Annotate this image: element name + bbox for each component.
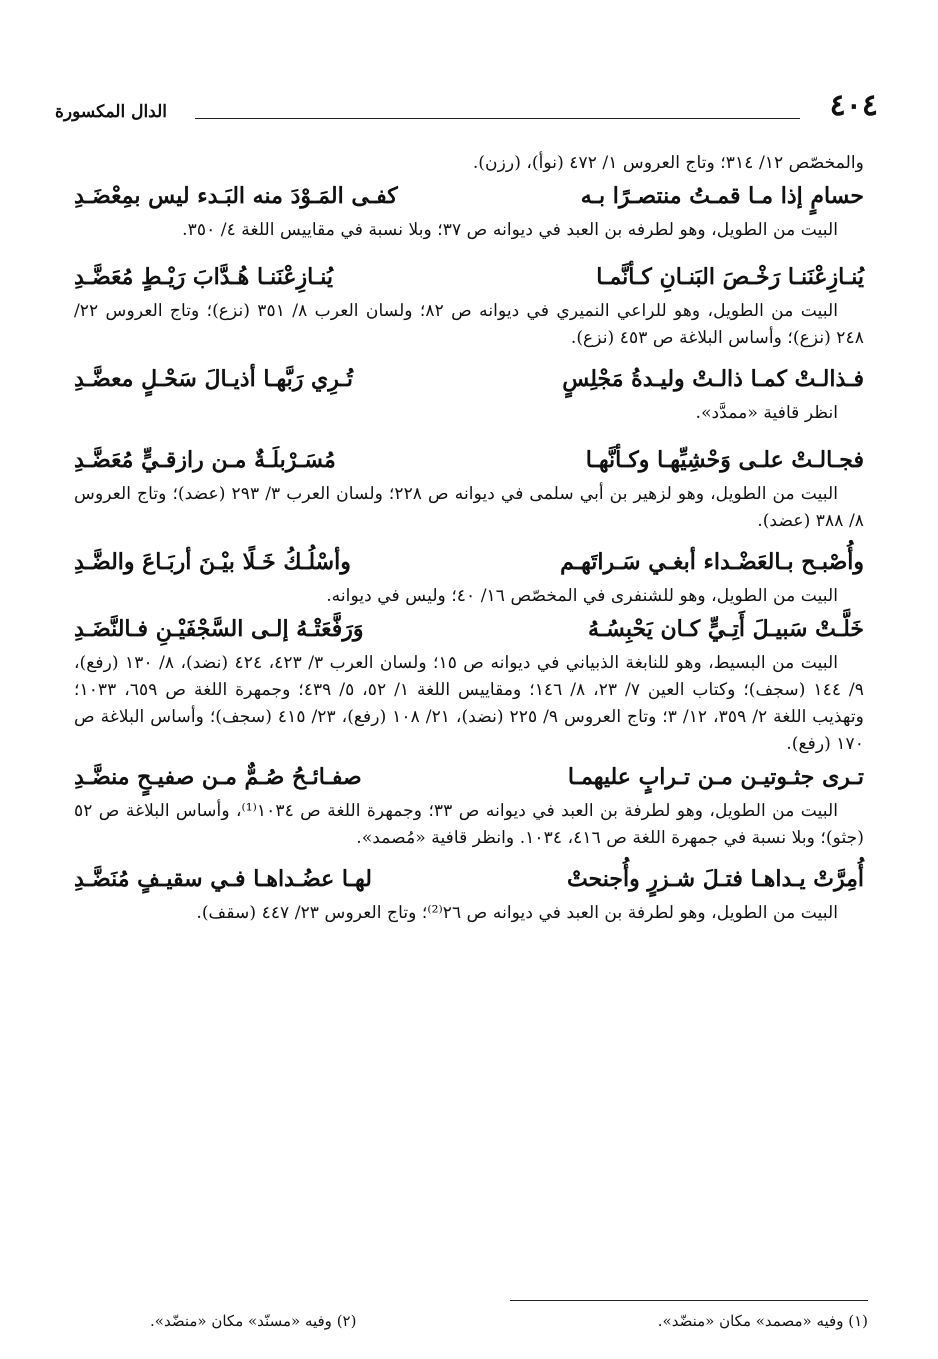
note-continuation: والمخصّص ١٢/ ٣١٤؛ وتاج العروس ١/ ٤٧٢ (نوأ)، (رزن). — [472, 153, 864, 173]
verse-first-hemistich: فجـالـتْ علـى وَحْشِيِّهـا وكـأنَّهـا — [585, 447, 864, 473]
verse-line — [74, 545, 864, 579]
verse-line — [74, 760, 864, 794]
footnote-1: (١) وفيه «مصمد» مكان «منضّد». — [657, 1312, 868, 1330]
verse-line — [74, 862, 864, 896]
verse-second-hemistich: وَرَفَّعَتْـهُ إلـى السَّجْفَيْـنِ فـالنَّضَـدِ — [74, 616, 364, 642]
verse-line — [74, 179, 864, 213]
verse-note: البيت من الطويل، وهو لطرفة بن العبد في ديوانه ص ٣٣؛ وجمهرة اللغة ص ١٠٣٤⁽¹⁾، وأساس البلاغة ص ٥٢ (جثو)؛ وبلا نسبة في جمهرة اللغة ص ٤١٦، ١٠٣٤. وانظر قافية «مُصمد». — [74, 801, 864, 848]
page-number: ٤٠٤ — [829, 88, 878, 123]
page-header — [55, 88, 878, 128]
verse-first-hemistich: خَلَّـتْ سَبيـلَ أَتِـيٍّ كـان يَحْبِسُـهُ — [587, 616, 864, 642]
verse-note: البيت من الطويل، وهو للشنفرى في المخصّص ١٦/ ٤٠؛ وليس في ديوانه. — [326, 586, 838, 606]
verse-second-hemistich: تُـرِي رَبَّهـا أذيـالَ سَحْـلٍ معضَّـدِ — [74, 366, 353, 392]
verse-note: البيت من الطويل، وهو لطرفة بن العبد في ديوانه ص ٢٦⁽²⁾؛ وتاج العروس ٢٣/ ٤٤٧ (سقف). — [196, 903, 838, 923]
verse-line — [74, 260, 864, 294]
verse-line — [74, 362, 864, 396]
main-content — [74, 150, 864, 927]
verse-note: البيت من الطويل، وهو لطرفه بن العبد في ديوانه ص ٣٧؛ وبلا نسبة في مقاييس اللغة ٤/ ٣٥٠. — [182, 220, 838, 240]
verse-first-hemistich: حسامٍ إذا مـا قمـتُ منتصـرًا بـه — [580, 183, 864, 209]
verse-first-hemistich: فـذالـتْ كمـا ذالـتْ وليـدةُ مَجْلِسٍ — [562, 366, 864, 392]
footnotes — [150, 1312, 868, 1342]
verse-second-hemistich: يُنـازِعْنَنـا هُـدَّابَ رَيْـطٍ مُعَضَّـدِ — [74, 264, 334, 290]
footnote-2: (٢) وفيه «مسنّد» مكان «منضّد». — [150, 1312, 357, 1330]
verse-line — [74, 612, 864, 646]
verse-first-hemistich: وأُصْبـح بـالعَضْـداء أبغـي سَـراتَهـم — [560, 549, 864, 575]
verse-note: البيت من البسيط، وهو للنابغة الذبياني في ديوانه ص ١٥؛ ولسان العرب ٣/ ٤٢٣، ٤٢٤ (نضد)، ٨/ ١٣٠ (رفع)، ٩/ ١٤٤ (سجف)؛ وكتاب العين ٧/ ٢٣، ٨/ ١٤٦؛ ومقاييس اللغة ١/ ٥٢، ٥/ ٤٣٩؛ وجمهرة اللغة ص ٦٥٩، ١٠٣٣؛ وتهذيب اللغة ٢/ ٣٥٩، ١٢/ ٣؛ وتاج العروس ٩/ ٢٢٥ (نضد)، ٢١/ ١٠٨ (رفع)، ٢٣/ ٤١٥ (سجف)؛ وأساس البلاغة ص ١٧٠ (رفع). — [74, 653, 864, 754]
running-title: الدال المكسورة — [55, 102, 168, 122]
verse-line — [74, 443, 864, 477]
verse-note: انظر قافية «ممدَّد». — [695, 403, 838, 423]
verse-second-hemistich: صفـائـحُ صُـمٌّ مـن صفيـحٍ منضَّـدِ — [74, 764, 362, 790]
footnote-rule — [510, 1300, 868, 1301]
verse-second-hemistich: كفـى المَـوْدَ منه البَـدء ليس بمِعْضَـدِ — [74, 183, 398, 209]
verse-second-hemistich: وأسْلُـكُ خَـلًا بيْـنَ أربَـاعَ والضَّـدِ — [74, 549, 351, 575]
verse-note: البيت من الطويل، وهو لزهير بن أبي سلمى في ديوانه ص ٢٢٨؛ ولسان العرب ٣/ ٢٩٣ (عضد)؛ وتاج العروس ٨/ ٣٨٨ (عضد). — [74, 484, 864, 531]
header-rule — [195, 118, 800, 119]
verse-first-hemistich: يُنـازِعْنَنـا رَخْـصَ البَنـانِ كـأنَّمـا — [596, 264, 864, 290]
verse-second-hemistich: مُسَـرْبلَـةٌ مـن رازقـيٍّ مُعَضَّـدِ — [74, 447, 336, 473]
verse-second-hemistich: لهـا عضُـداهـا فـي سقيـفٍ مُنَضَّـدِ — [74, 866, 372, 892]
verse-note: البيت من الطويل، وهو للراعي النميري في ديوانه ص ٨٢؛ ولسان العرب ٨/ ٣٥١ (نزع)؛ وتاج العروس ٢٢/ ٢٤٨ (نزع)؛ وأساس البلاغة ص ٤٥٣ (نزع). — [74, 301, 864, 348]
verse-first-hemistich: تـرى جثـوتيـن مـن تـرابٍ عليهمـا — [567, 764, 864, 790]
verse-first-hemistich: أُمِرَّتْ يـداهـا فتـلَ شـزرٍ وأُجنحتْ — [566, 866, 864, 892]
